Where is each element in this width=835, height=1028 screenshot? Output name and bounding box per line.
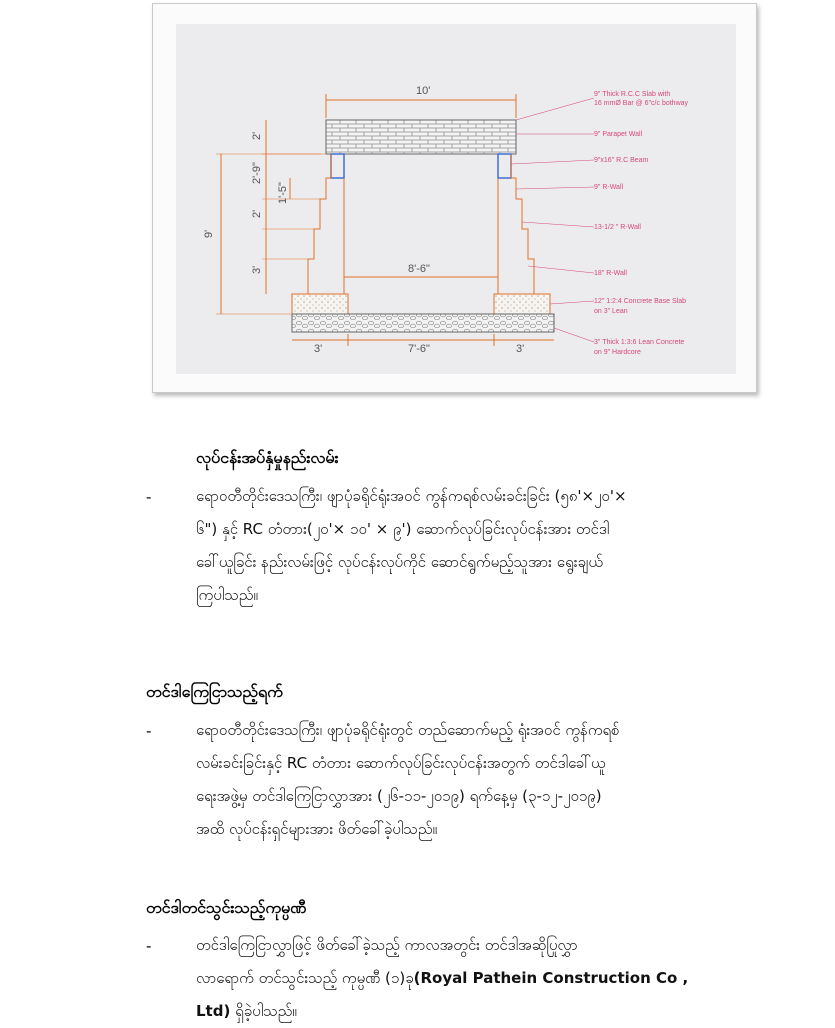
section3-line-3	[196, 995, 756, 1028]
hardcore-layer	[292, 314, 554, 332]
section2-line-1: ရောဝတီတိုင်းဒေသကြီး၊ ဖျာပုံခရိုင်ရုံးတွင် တည်ဆောက်မည့် ရုံးအဝင် ကွန်ကရစ်	[196, 721, 620, 739]
note-base-slab-1: 12" 1:2:4 Concrete Base Slab	[594, 298, 686, 305]
note-9-rwall: 9" R-Wall	[594, 184, 624, 191]
section3-bullet: -	[146, 937, 152, 955]
bridge-section-svg	[176, 24, 736, 374]
section1-line-3: ခေါ်ယူခြင်း နည်းလမ်းဖြင့် လုပ်ငန်းလုပ်ကိုင် ဆောင်ရွက်မည့်သူအား ရွေးချယ်	[196, 553, 603, 571]
note-lean-1: 3" Thick 1:3:6 Lean Concrete	[594, 339, 685, 346]
section3-line-2-text: လာရောက် တင်သွင်းသည့် ကုမ္ပဏီ (၁)ခု	[196, 969, 414, 987]
section1-line-2: ၆") နှင့် RC တံတား(၂၀'× ၁၀' × ၉') ဆောက်လုပ်ခြင်းလုပ်ငန်းအား တင်ဒါ	[196, 520, 610, 538]
dim-seg-small: 1'-5"	[277, 182, 289, 204]
company-name-part-2: Ltd)	[196, 1002, 231, 1020]
section3-heading: တင်ဒါတင်သွင်းသည့်ကုမ္ပဏီ	[146, 898, 307, 917]
dim-seg-d: 3'	[251, 265, 263, 274]
section1-paragraph	[196, 480, 756, 612]
section3-paragraph	[196, 929, 756, 1028]
footing-left	[292, 294, 348, 314]
note-base-slab-2: on 3" Lean	[594, 308, 628, 315]
right-wall	[498, 154, 534, 294]
dim-height-total: 9'	[203, 229, 215, 238]
section2-line-3: ရေးအဖွဲ့မှ တင်ဒါကြေငြာလွှာအား (၂၆-၁၁-၂၀၁၉) ရက်နေ့မှ (၃-၁၂-၂၀၁၉)	[196, 787, 602, 805]
section1-heading: လုပ်ငန်းအပ်နှံမှုနည်းလမ်း	[196, 448, 339, 467]
section2-paragraph	[196, 714, 756, 846]
figure-frame	[152, 3, 757, 393]
note-parapet: 9" Parapet Wall	[594, 131, 643, 138]
note-lean-2: on 9" Hardcore	[594, 349, 641, 356]
note-18-rwall: 18" R-Wall	[594, 270, 627, 277]
dim-seg-a: 2'	[251, 131, 263, 140]
note-beam: 9"x16" R.C Beam	[594, 157, 649, 164]
dim-top-width: 10'	[416, 85, 431, 97]
section3-line-2	[196, 962, 756, 995]
beam-left	[331, 154, 344, 178]
note-slab-2: 16 mmØ Bar @ 6"c/c bothway	[594, 100, 689, 107]
company-name-part-1: (Royal Pathein Construction Co ,	[413, 969, 689, 987]
dim-base-right: 3'	[516, 343, 525, 355]
dim-seg-c: 2'	[251, 209, 263, 218]
section3-line-1: တင်ဒါကြေငြာလွှာဖြင့် ဖိတ်ခေါ်ခဲ့သည့် ကာလအတွင်း တင်ဒါအဆိုပြုလွှာ	[196, 936, 578, 954]
dim-inner-width: 8'-6"	[408, 263, 430, 275]
dim-base-mid: 7'-6"	[408, 343, 430, 355]
section3-line-3-text: ရှိခဲ့ပါသည်။	[230, 1002, 297, 1020]
note-13-rwall: 13-1/2 " R-Wall	[594, 224, 641, 231]
section1-bullet: -	[146, 488, 152, 506]
note-slab-1: 9" Thick R.C.C Slab with	[594, 91, 671, 98]
beam-right	[498, 154, 511, 178]
dim-seg-b: 2'-9"	[251, 162, 263, 184]
left-wall	[308, 154, 344, 294]
parapet-wall	[326, 120, 516, 154]
section2-bullet: -	[146, 722, 152, 740]
section1-line-4: ကြပါသည်။	[196, 586, 258, 604]
section2-heading: တင်ဒါကြေငြာသည့်ရက်	[146, 682, 283, 701]
section2-line-2: လမ်းခင်းခြင်းနှင့် RC တံတား ဆောက်လုပ်ခြင်းလုပ်ငန်းအတွက် တင်ဒါခေါ်ယူ	[196, 754, 606, 772]
section1-line-1: ရောဝတီတိုင်းဒေသကြီး၊ ဖျာပုံခရိုင်ရုံးအဝင် ကွန်ကရစ်လမ်းခင်းခြင်း (၅၈'×၂၀'×	[196, 487, 627, 505]
bridge-section-drawing	[176, 24, 736, 374]
footing-right	[494, 294, 550, 314]
dim-base-left: 3'	[314, 343, 323, 355]
section2-line-4: အထိ လုပ်ငန်းရှင်များအား ဖိတ်ခေါ်ခဲ့ပါသည်။	[196, 820, 437, 838]
